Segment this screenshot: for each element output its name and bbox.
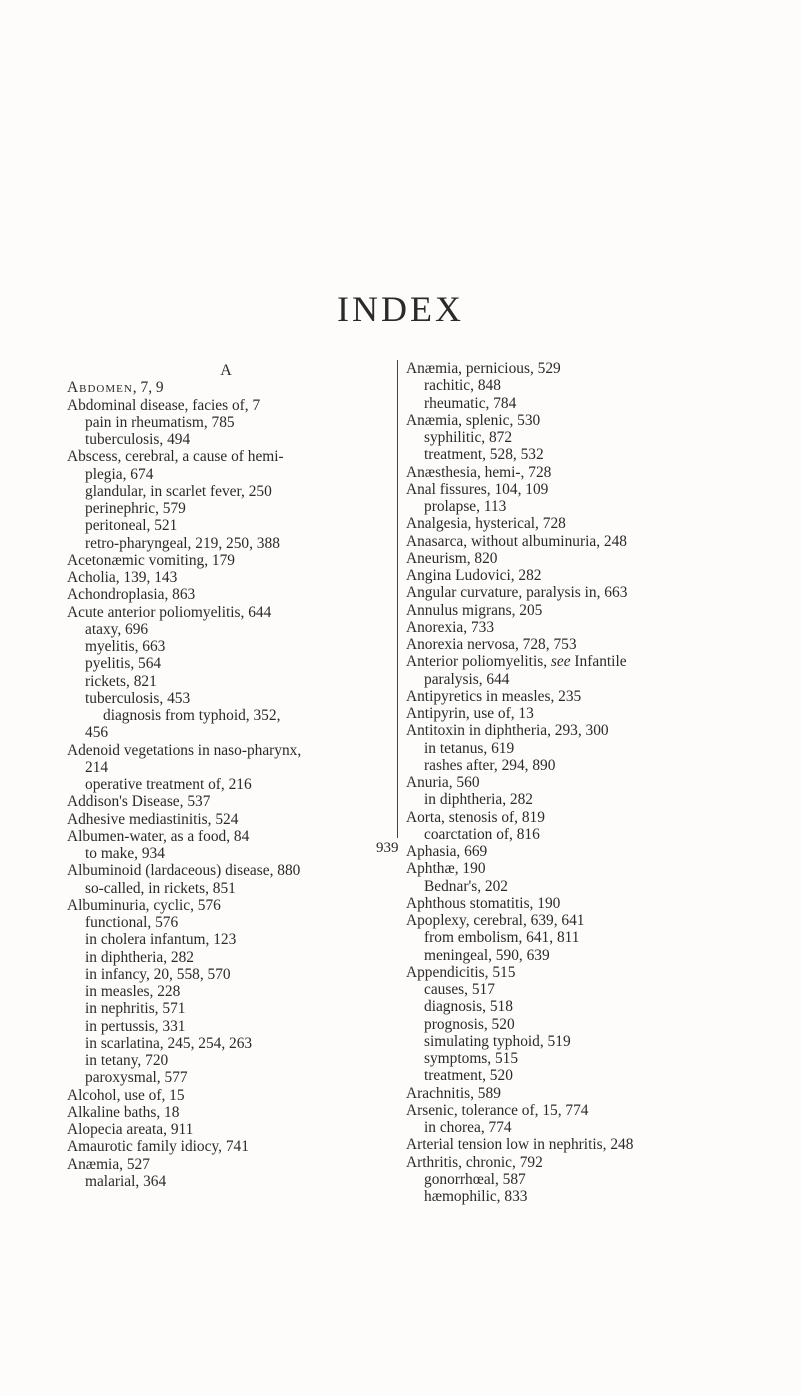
index-entry: Acute anterior poliomyelitis, 644 [67, 603, 272, 621]
entry-headword: Abdomen [67, 379, 133, 397]
index-entry: perinephric, 579 [85, 500, 186, 517]
index-entry: rashes after, 294, 890 [424, 756, 556, 774]
index-entry: Acetonæmic vomiting, 179 [67, 551, 235, 569]
index-entry: Adenoid vegetations in naso-pharynx, [67, 741, 302, 759]
index-entry: Apoplexy, cerebral, 639, 641 [406, 912, 585, 929]
index-entry: in cholera infantum, 123 [85, 931, 237, 949]
index-entry: in pertussis, 331 [85, 1017, 186, 1035]
index-entry: in diphtheria, 282 [85, 948, 194, 966]
index-entry-list-right [406, 360, 756, 1205]
index-entry: Arthritis, chronic, 792 [406, 1153, 543, 1171]
index-entry: prolapse, 113 [424, 498, 507, 515]
index-entry: Abscess, cerebral, a cause of hemi- [67, 448, 284, 466]
index-entry: Appendicitis, 515 [406, 963, 516, 981]
index-entry: Addison's Disease, 537 [67, 793, 211, 811]
index-entry: Abdomen, 7, 9 [67, 379, 164, 397]
index-entry: tuberculosis, 494 [85, 431, 191, 448]
index-entry: glandular, in scarlet fever, 250 [85, 482, 272, 500]
index-entry: Bednar's, 202 [424, 877, 508, 895]
index-entry: Alcohol, use of, 15 [67, 1086, 185, 1104]
page-title: INDEX [337, 289, 464, 329]
page-number: 939 [376, 840, 399, 856]
index-entry: pyelitis, 564 [85, 655, 162, 673]
index-entry: Acholia, 139, 143 [67, 569, 178, 586]
index-entry: Anæmia, pernicious, 529 [406, 360, 561, 377]
index-entry: 214 [85, 758, 109, 776]
index-entry: Amaurotic family idiocy, 741 [67, 1138, 249, 1156]
index-entry: Aorta, stenosis of, 819 [406, 808, 545, 826]
index-entry: in diphtheria, 282 [424, 791, 533, 809]
index-entry: meningeal, 590, 639 [424, 946, 550, 964]
index-entry: pain in rheumatism, 785 [85, 413, 235, 431]
index-entry: Antipyrin, use of, 13 [406, 705, 534, 722]
index-entry: so-called, in rickets, 851 [85, 879, 236, 897]
index-entry: in infancy, 20, 558, 570 [85, 965, 231, 983]
index-entry: in scarlatina, 245, 254, 263 [85, 1034, 253, 1052]
index-entry: Aphthæ, 190 [406, 860, 486, 878]
index-entry: Anæsthesia, hemi-, 728 [406, 463, 552, 481]
index-entry: Anæmia, 527 [67, 1155, 150, 1173]
index-entry: prognosis, 520 [424, 1015, 515, 1033]
index-entry: Anterior poliomyelitis, see Infantile [406, 653, 627, 671]
index-entry: in nephritis, 571 [85, 1000, 186, 1018]
index-entry: Arsenic, tolerance of, 15, 774 [406, 1101, 589, 1119]
index-entry: Aphthous stomatitis, 190 [406, 894, 561, 912]
index-entry: coarctation of, 816 [424, 825, 540, 843]
index-entry: Albumen-water, as a food, 84 [67, 827, 250, 845]
index-entry: Annulus migrans, 205 [406, 601, 543, 619]
index-entry: rachitic, 848 [424, 377, 501, 395]
index-entry: tuberculosis, 453 [85, 689, 191, 707]
index-entry: Aphasia, 669 [406, 843, 488, 860]
index-entry: syphilitic, 872 [424, 429, 513, 446]
index-entry: Anasarca, without albuminuria, 248 [406, 532, 627, 550]
index-entry: rheumatic, 784 [424, 394, 517, 412]
index-entry: Anorexia, 733 [406, 618, 495, 636]
index-entry: Aneurism, 820 [406, 549, 498, 567]
index-entry: in chorea, 774 [424, 1119, 512, 1136]
index-entry: malarial, 364 [85, 1172, 167, 1190]
index-entry: diagnosis, 518 [424, 998, 513, 1016]
index-entry: causes, 517 [424, 981, 495, 998]
index-entry: paroxysmal, 577 [85, 1069, 188, 1087]
index-entry: Analgesia, hysterical, 728 [406, 515, 566, 533]
index-entry-list-left [67, 379, 385, 1190]
index-entry: Arachnitis, 589 [406, 1084, 501, 1102]
index-entry: peritoneal, 521 [85, 517, 178, 535]
index-entry: Anuria, 560 [406, 774, 480, 791]
index-entry: symptoms, 515 [424, 1050, 519, 1067]
index-entry: Arterial tension low in nephritis, 248 [406, 1136, 634, 1154]
index-entry: operative treatment of, 216 [85, 776, 252, 793]
index-entry: Antipyretics in measles, 235 [406, 687, 582, 705]
index-entry: paralysis, 644 [424, 670, 510, 688]
index-entry: retro-pharyngeal, 219, 250, 388 [85, 534, 280, 552]
index-entry: in measles, 228 [85, 983, 181, 1000]
index-entry: ataxy, 696 [85, 620, 149, 638]
index-column-right [397, 360, 756, 1205]
index-entry: in tetany, 720 [85, 1052, 169, 1069]
index-entry: myelitis, 663 [85, 638, 166, 655]
index-entry: Albuminuria, cyclic, 576 [67, 896, 221, 914]
index-entry: gonorrhœal, 587 [424, 1170, 526, 1188]
index-entry: to make, 934 [85, 845, 165, 862]
index-entry: in tetanus, 619 [424, 739, 515, 757]
index-entry: Alopecia areata, 911 [67, 1121, 194, 1138]
index-entry: Abdominal disease, facies of, 7 [67, 396, 261, 414]
index-entry: plegia, 674 [85, 465, 154, 483]
index-entry: Anorexia nervosa, 728, 753 [406, 636, 577, 653]
index-entry: Adhesive mediastinitis, 524 [67, 810, 239, 828]
section-letter: A [220, 362, 232, 379]
index-entry: rickets, 821 [85, 672, 157, 690]
index-entry: treatment, 528, 532 [424, 446, 544, 464]
index-entry: simulating typhoid, 519 [424, 1032, 571, 1050]
index-entry: 456 [85, 724, 109, 742]
index-entry: Anæmia, splenic, 530 [406, 411, 541, 429]
index-entry: Anal fissures, 104, 109 [406, 480, 549, 498]
index-entry: functional, 576 [85, 914, 179, 931]
index-entry: Angina Ludovici, 282 [406, 567, 542, 584]
see-reference: see [550, 653, 571, 671]
index-entry: Alkaline baths, 18 [67, 1103, 180, 1121]
index-entry: Angular curvature, paralysis in, 663 [406, 584, 628, 602]
index-entry: Achondroplasia, 863 [67, 586, 196, 604]
index-column-left [67, 362, 385, 1190]
index-entry: hæmophilic, 833 [424, 1188, 528, 1205]
index-entry: diagnosis from typhoid, 352, [103, 707, 281, 724]
index-entry: Antitoxin in diphtheria, 293, 300 [406, 722, 609, 740]
index-entry: treatment, 520 [424, 1067, 513, 1085]
index-entry: from embolism, 641, 811 [424, 929, 580, 947]
index-entry: Albuminoid (lardaceous) disease, 880 [67, 862, 301, 880]
